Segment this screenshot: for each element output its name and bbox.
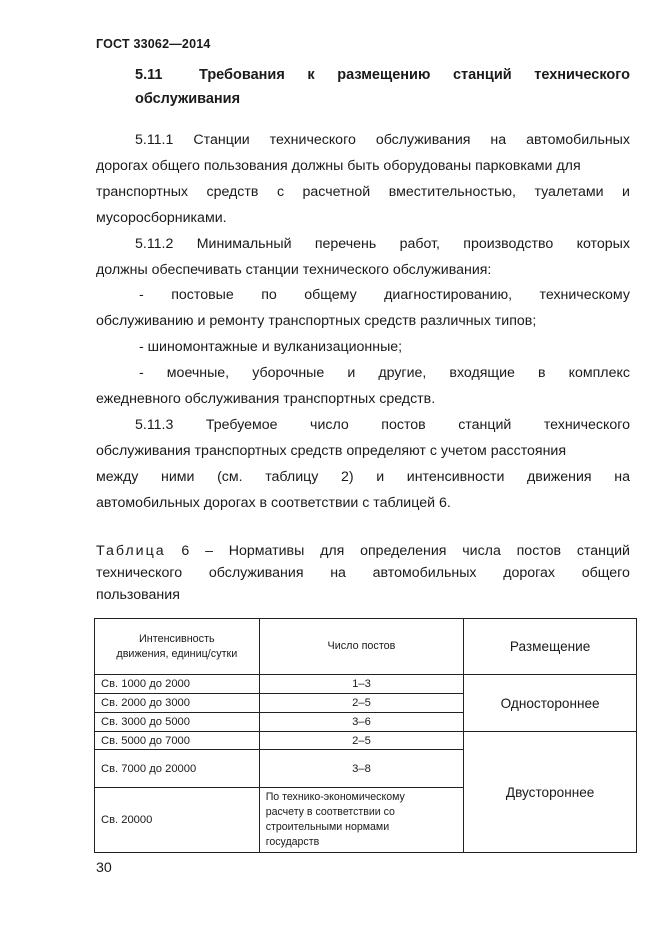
list-item: - шиномонтажные и вулканизационные; — [139, 339, 403, 356]
paragraph-5-11-1: 5.11.1 Станции технического обслуживания на автомобильных — [135, 132, 630, 148]
placement-one-side: Одностороннее — [464, 675, 637, 732]
section-title: 5.11 Требования к размещению станций технического обслуживания — [135, 63, 630, 111]
table-row: Св. 5000 до 7000 2–5 Двустороннее — [95, 732, 637, 750]
paragraph-5-11-2: 5.11.2 Минимальный перечень работ, производство которых — [135, 235, 630, 252]
header-intensity: Интенсивность движения, единиц/сутки — [95, 619, 260, 675]
list-item: - моечные, уборочные и другие, входящие в комплекс — [139, 365, 630, 382]
table-row: Св. 1000 до 2000 1–3 Одностороннее — [95, 675, 637, 694]
table-caption: Таблица 6 – Нормативы для определения числа постов станций технического обслуживания на автомобильных дорогах общего пользования — [96, 543, 630, 603]
table-row: Св. 2000 до 3000 2–5 — [95, 694, 637, 713]
list-item: - постовые по общему диагностированию, техническому — [139, 287, 630, 304]
header-posts: Число постов — [259, 619, 464, 675]
header-placement: Размещение — [464, 619, 637, 675]
table-row: Св. 20000 По технико-экономическому расчету в соответствии со строительными нормами государств — [95, 788, 637, 853]
placement-two-side: Двустороннее — [464, 732, 637, 853]
table-row: Св. 7000 до 20000 3–8 — [95, 750, 637, 788]
section-number: 5.11 — [135, 67, 163, 83]
paragraph-5-11-3: 5.11.3 Требуемое число постов станций технического — [135, 416, 630, 433]
document-code: ГОСТ 33062—2014 — [96, 37, 211, 51]
norms-table — [94, 618, 637, 853]
page-number: 30 — [96, 860, 112, 876]
section-body: 5.11.1 Станции технического обслуживания на автомобильных дорогах общего пользования должны быть оборудованы парковками для транспортных средств с расчетной вместительностью, туалетами и мусоросборниками. 5.11.2 Минимальный перечень работ, производство которых должны обеспечивать станции технического обслуживания: - постовые по общему диагностированию, техническому обслуживанию и ремонту транспортных средств различных типов; - шиномонтажные и вулканизационные; - моечные, уборочные и другие, входящие в комплекс ежедневного обслуживания транспортных средств. 5.11.3 Требуемое число постов станций технического обслуживания транспортных средств определяют с учетом расстояния между ними (см. таблицу 2) и интенсивности движения на автомобильных дорогах в соответствии с таблицей 6. — [96, 128, 630, 517]
table-row: Св. 3000 до 5000 3–6 — [95, 713, 637, 732]
table-header-row — [95, 619, 637, 675]
